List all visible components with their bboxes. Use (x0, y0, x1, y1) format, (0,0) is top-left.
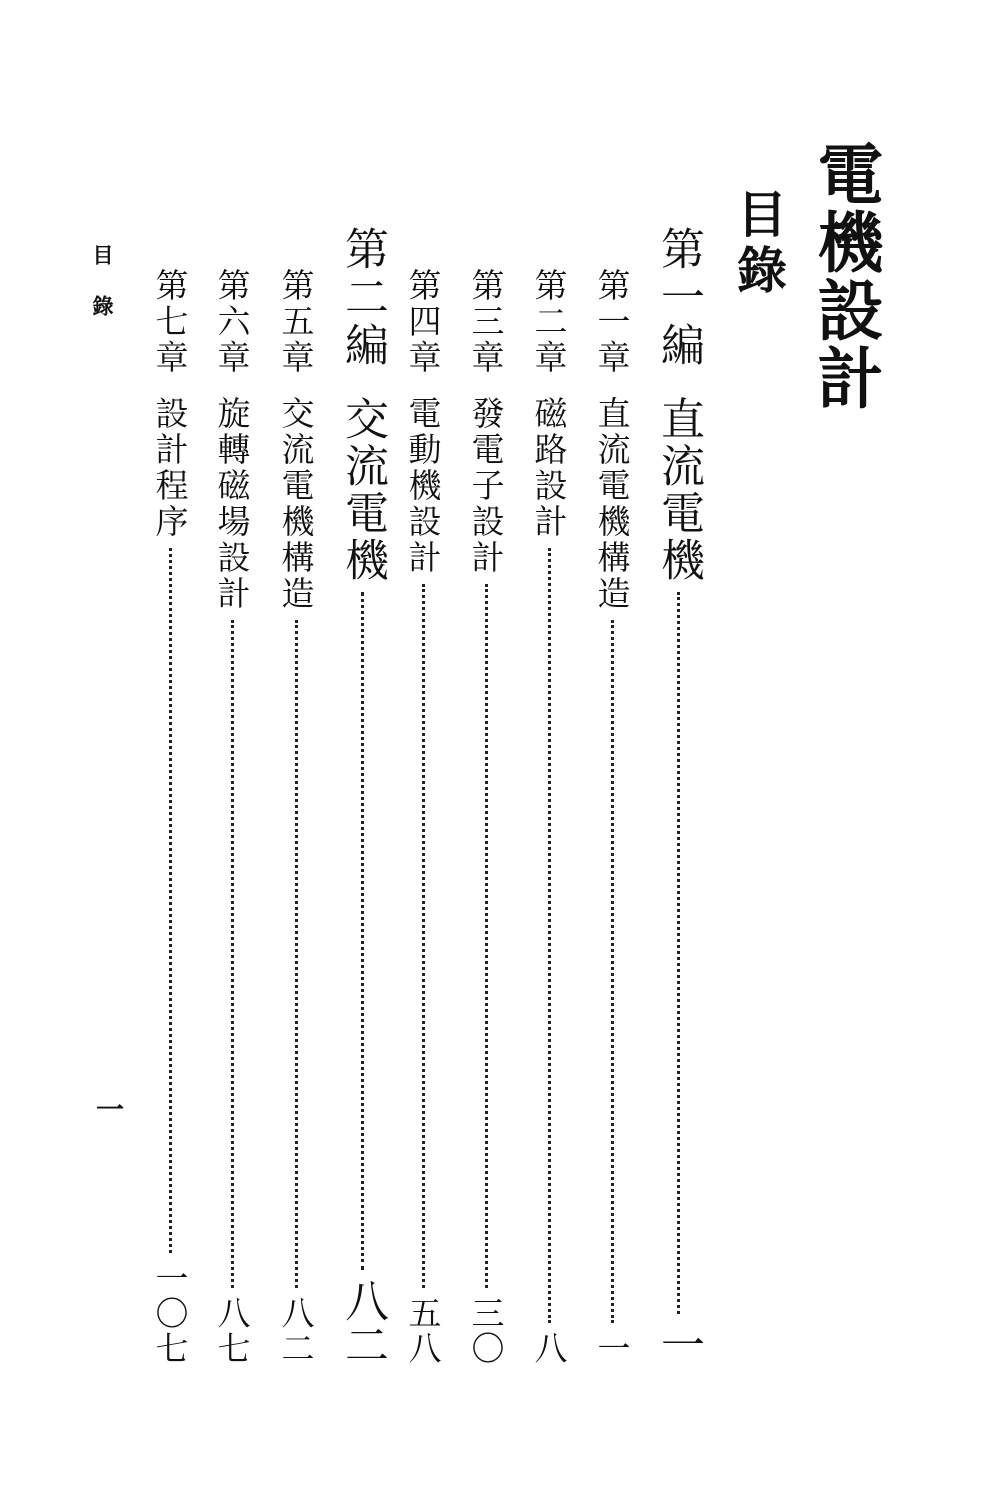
dot-leader (548, 548, 551, 1323)
toc-entry-label: 第六章 (212, 268, 252, 376)
toc-entry-part-2 (334, 226, 390, 1366)
toc-entry-label: 第一編 (653, 226, 704, 370)
dot-leader (169, 548, 172, 1253)
dot-leader (422, 584, 425, 1288)
toc-heading: 目錄 (729, 188, 788, 300)
toc-entry-chapter-4 (401, 226, 445, 1366)
toc-entry-page: 八二 (337, 1278, 388, 1366)
toc-entry-page: 八七 (212, 1296, 252, 1366)
toc-entry-title: 交流電機 (337, 396, 388, 584)
toc-entry-chapter-5 (274, 226, 318, 1366)
toc-entry-chapter-1 (590, 226, 634, 1366)
toc-entry-label: 第三章 (466, 268, 506, 376)
toc-entry-label: 第二章 (529, 268, 569, 376)
toc-entry-label: 第五章 (276, 268, 316, 376)
toc-entry-chapter-6 (210, 226, 254, 1366)
toc-entry-page: 一〇七 (150, 1261, 190, 1366)
toc-entry-label: 第二編 (337, 226, 388, 370)
toc-entry-label: 第四章 (403, 268, 443, 376)
toc-entry-part-1 (650, 226, 706, 1366)
toc-entry-page: 一 (592, 1331, 632, 1366)
dot-leader (611, 620, 614, 1323)
toc-entry-chapter-7 (148, 226, 192, 1366)
toc-entry-title: 設計程序 (150, 396, 190, 540)
toc-entry-chapter-2 (527, 226, 571, 1366)
dot-leader (295, 620, 298, 1288)
toc-entry-page: 五八 (403, 1296, 443, 1366)
toc-entry-label: 第七章 (150, 268, 190, 376)
toc-entry-page: 三〇 (466, 1296, 506, 1366)
toc-entry-title: 直流電機 (653, 396, 704, 584)
toc-entry-title: 發電子設計 (466, 396, 506, 576)
toc-entry-title: 磁路設計 (529, 396, 569, 540)
toc-entry-title: 直流電機構造 (592, 396, 632, 612)
page-folio: 一 (96, 1093, 125, 1126)
toc-entry-page: 八 (529, 1331, 569, 1366)
dot-leader (361, 592, 364, 1270)
toc-entry-page: 一 (653, 1322, 704, 1366)
toc-entry-title: 旋轉磁場設計 (212, 396, 252, 612)
dot-leader (677, 592, 680, 1314)
dot-leader (485, 584, 488, 1288)
toc-entry-title: 電動機設計 (403, 396, 443, 576)
toc-entry-chapter-3 (464, 226, 508, 1366)
book-title: 電機設計 (806, 140, 884, 412)
running-head: 目錄 (90, 244, 115, 346)
toc-entry-page: 八二 (276, 1296, 316, 1366)
toc-entry-title: 交流電機構造 (276, 396, 316, 612)
toc-entry-label: 第一章 (592, 268, 632, 376)
dot-leader (231, 620, 234, 1288)
